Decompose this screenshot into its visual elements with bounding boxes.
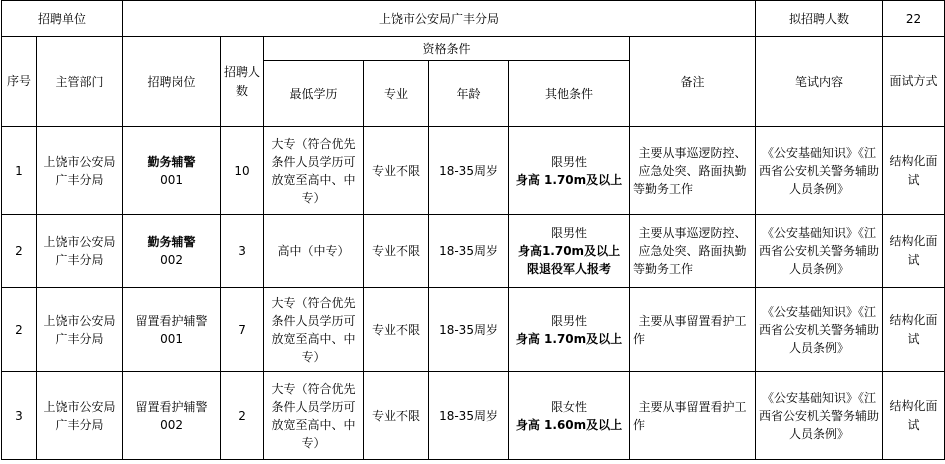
col-seq: 序号 [2, 37, 37, 127]
row-edu: 大专（符合优先条件人员学历可放宽至高中、中专） [264, 372, 364, 460]
col-interview: 面试方式 [883, 37, 945, 127]
table-row [2, 215, 945, 288]
row-other [509, 215, 630, 288]
table-row [2, 127, 945, 215]
row-post-code: 001 [160, 172, 183, 187]
row-post-code: 001 [160, 331, 183, 346]
row-other-2: 身高 1.70m及以上 [515, 331, 623, 346]
row-note: 主要从事巡逻防控、应急处突、路面执勤等勤务工作 [630, 127, 756, 215]
row-exam: 《公安基础知识》《江西省公安机关警务辅助人员条例》 [756, 127, 883, 215]
row-other-1: 限男性 [551, 154, 588, 169]
row-other [509, 372, 630, 460]
row-seq: 1 [2, 127, 37, 215]
recruitment-table [1, 0, 945, 460]
row-post [123, 127, 221, 215]
col-other: 其他条件 [509, 61, 630, 127]
col-age: 年龄 [429, 61, 509, 127]
header-row [2, 1, 945, 37]
row-post-code: 002 [160, 417, 183, 432]
row-major: 专业不限 [364, 288, 429, 372]
col-edu: 最低学历 [264, 61, 364, 127]
row-count: 7 [221, 288, 264, 372]
row-interview: 结构化面试 [883, 215, 945, 288]
row-post-name: 留置看护辅警 [135, 313, 208, 328]
row-post-code: 002 [160, 253, 183, 267]
row-post-name: 勤务辅警 [147, 154, 196, 169]
row-post [123, 288, 221, 372]
row-other-2: 身高 1.70m及以上 [515, 172, 623, 187]
row-seq: 2 [2, 215, 37, 288]
unit-value: 上饶市公安局广丰分局 [123, 1, 756, 37]
row-count: 10 [221, 127, 264, 215]
row-other-1: 限男性 [551, 226, 588, 240]
row-interview: 结构化面试 [883, 372, 945, 460]
row-seq: 2 [2, 288, 37, 372]
col-dept: 主管部门 [37, 37, 123, 127]
row-other [509, 127, 630, 215]
row-other-2: 身高 1.60m及以上 [515, 417, 623, 432]
table-row [2, 288, 945, 372]
row-note: 主要从事留置看护工作 [630, 288, 756, 372]
row-other-3: 限退役军人报考 [527, 262, 612, 276]
row-other-2: 身高1.70m及以上 [517, 244, 621, 258]
row-interview: 结构化面试 [883, 127, 945, 215]
row-note: 主要从事巡逻防控、应急处突、路面执勤等勤务工作 [630, 215, 756, 288]
row-major: 专业不限 [364, 372, 429, 460]
row-seq: 3 [2, 372, 37, 460]
row-note: 主要从事留置看护工作 [630, 372, 756, 460]
table-row [2, 372, 945, 460]
row-post-name: 留置看护辅警 [135, 399, 208, 414]
row-age: 18-35周岁 [429, 127, 509, 215]
row-dept: 上饶市公安局广丰分局 [37, 288, 123, 372]
row-post [123, 215, 221, 288]
row-exam: 《公安基础知识》《江西省公安机关警务辅助人员条例》 [756, 288, 883, 372]
row-other-1: 限女性 [551, 399, 588, 414]
row-count: 2 [221, 372, 264, 460]
col-qual-group: 资格条件 [264, 37, 630, 61]
col-count: 招聘人数 [221, 37, 264, 127]
row-count: 3 [221, 215, 264, 288]
row-age: 18-35周岁 [429, 288, 509, 372]
col-post: 招聘岗位 [123, 37, 221, 127]
row-exam: 《公安基础知识》《江西省公安机关警务辅助人员条例》 [756, 215, 883, 288]
col-note: 备注 [630, 37, 756, 127]
row-age: 18-35周岁 [429, 215, 509, 288]
row-dept: 上饶市公安局广丰分局 [37, 215, 123, 288]
planned-value: 22 [883, 1, 945, 37]
row-major: 专业不限 [364, 127, 429, 215]
row-dept: 上饶市公安局广丰分局 [37, 372, 123, 460]
row-post [123, 372, 221, 460]
row-interview: 结构化面试 [883, 288, 945, 372]
row-age: 18-35周岁 [429, 372, 509, 460]
col-major: 专业 [364, 61, 429, 127]
row-dept: 上饶市公安局广丰分局 [37, 127, 123, 215]
row-other-1: 限男性 [551, 313, 588, 328]
row-edu: 大专（符合优先条件人员学历可放宽至高中、中专） [264, 288, 364, 372]
column-header-row-1 [2, 37, 945, 61]
row-other [509, 288, 630, 372]
planned-label: 拟招聘人数 [756, 1, 883, 37]
row-edu: 大专（符合优先条件人员学历可放宽至高中、中专） [264, 127, 364, 215]
unit-label: 招聘单位 [2, 1, 123, 37]
row-post-name: 勤务辅警 [147, 235, 196, 249]
row-edu: 高中（中专） [264, 215, 364, 288]
row-exam: 《公安基础知识》《江西省公安机关警务辅助人员条例》 [756, 372, 883, 460]
row-major: 专业不限 [364, 215, 429, 288]
col-exam: 笔试内容 [756, 37, 883, 127]
